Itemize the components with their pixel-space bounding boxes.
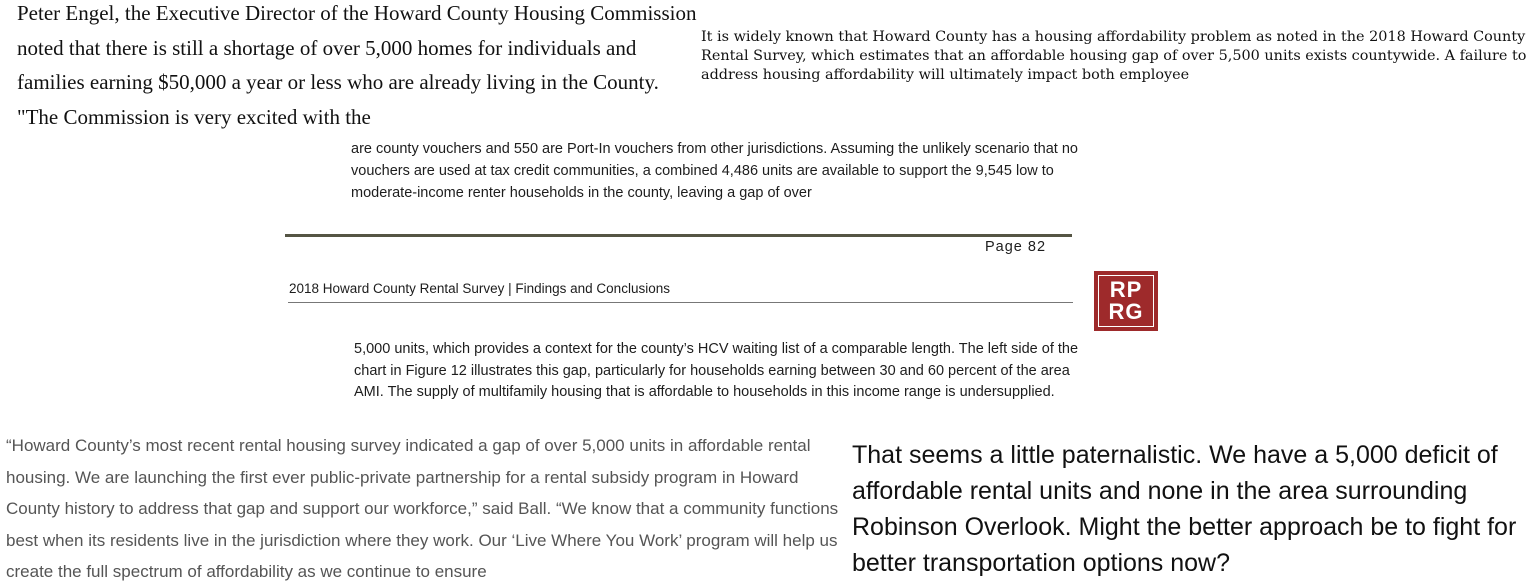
header-rule (288, 302, 1073, 303)
affordability-quote-text: It is widely known that Howard County has a housing affordability problem as noted in the 2018 Howard County Rental Survey, which estimates that an affordable housing gap of over 5,500 units exists countywide. A failure to address housing affordability will ultimately impact both employee (701, 29, 1527, 83)
report-paragraph-top: are county vouchers and 550 are Port-In vouchers from other jurisdictions. Assuming the unlikely scenario that no vouchers are used at tax credit communities, a combined 4,486 units are available to support the 9,545 low to moderate-income renter households in the county, leaving a gap of over (351, 141, 1078, 201)
report-header: 2018 Howard County Rental Survey | Findings and Conclusions (289, 281, 670, 296)
page-footer-rule (285, 234, 1072, 237)
rprg-logo (1094, 271, 1158, 331)
rprg-logo-frame (1098, 275, 1154, 327)
logo-text-top: RP (1109, 277, 1143, 302)
engel-quote-text: Peter Engel, the Executive Director of the Howard County Housing Commission noted that there is still a shortage of over 5,000 homes for individuals and families earning $50,000 a year or less who are already living in the County. "The Commission is very excited with the (17, 1, 697, 129)
comment-text: That seems a little paternalistic. We have a 5,000 deficit of affordable rental units and none in the area surrounding Robinson Overlook. Might the better approach be to fight for better transportation options now? (852, 441, 1517, 577)
ball-quote-text: “Howard County’s most recent rental housing survey indicated a gap of over 5,000 units in affordable rental housing. We are launching the first ever public-private partnership for a rental subsidy program in Howard County history to address that gap and support our workforce,” said Ball. “We know that a community functions best when its residents live in the jurisdiction where they work. Our ‘Live Where You Work’ program will help us create the full spectrum of affordability as we continue to ensure (6, 436, 839, 581)
report-paragraph-bottom: 5,000 units, which provides a context for the county’s HCV waiting list of a comparable length. The left side of the chart in Figure 12 illustrates this gap, particularly for households earning between 30 and 60 percent of the area AMI. The supply of multifamily housing that is affordable to households in this income range is undersupplied. (354, 341, 1079, 400)
page-number: Page 82 (985, 239, 1047, 255)
logo-text-bottom: RG (1108, 299, 1144, 324)
